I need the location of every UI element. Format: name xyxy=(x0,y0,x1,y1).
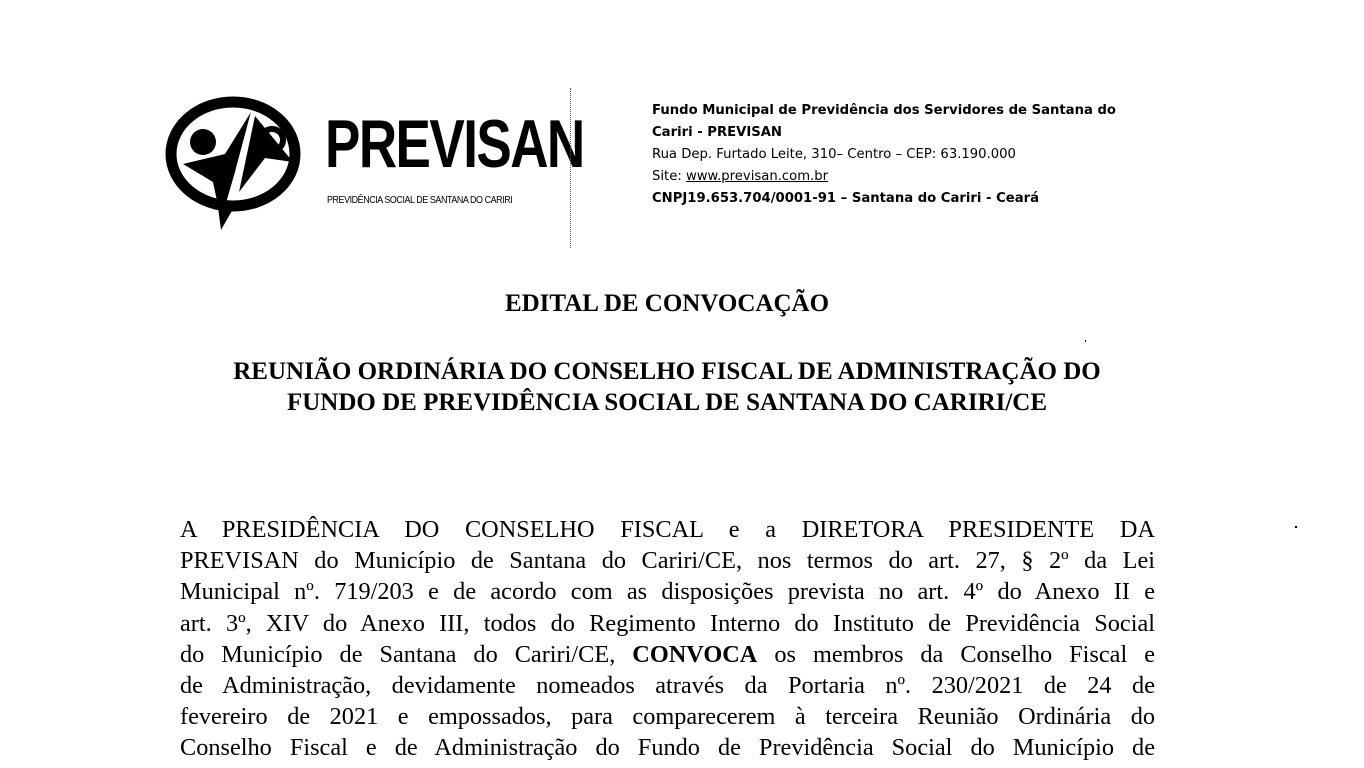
document-subtitle xyxy=(0,356,1334,418)
logo-wordmark: PREVISAN xyxy=(325,106,584,182)
paragraph-line: fevereiro de 2021 e empossados, para comparecerem à terceira Reunião Ordinária do xyxy=(180,703,1155,731)
header-divider xyxy=(570,88,571,248)
site-link[interactable]: www.previsan.com.br xyxy=(685,169,829,184)
subtitle-line-1: REUNIÃO ORDINÁRIA DO CONSELHO FISCAL DE ADMINISTRAÇÃO DO xyxy=(233,358,1101,385)
org-info xyxy=(652,100,1116,210)
paragraph-line: Conselho Fiscal e de Administração do Fundo de Previdência Social do Município de xyxy=(180,734,1155,762)
logo-tagline: PREVIDÊNCIA SOCIAL DE SANTANA DO CARIRI xyxy=(327,194,513,206)
site-label: Site: xyxy=(652,169,686,184)
previsan-emblem-icon xyxy=(165,92,305,232)
subtitle-line-2: FUNDO DE PREVIDÊNCIA SOCIAL DE SANTANA DO CARIRI/CE xyxy=(286,389,1048,416)
convoca-emphasis: CONVOCA xyxy=(632,640,758,668)
text-run: do Município de Santana do Cariri/CE, xyxy=(180,640,633,668)
text-run: os membros da Conselho Fiscal e xyxy=(757,640,1155,668)
org-cnpj: CNPJ19.653.704/0001-91 – Santana do Cariri - Ceará xyxy=(652,191,1039,206)
paragraph-line xyxy=(180,639,1155,670)
org-address: Rua Dep. Furtado Leite, 310– Centro – CEP: 63.190.000 xyxy=(652,147,1016,162)
paragraph-line: A PRESIDÊNCIA DO CONSELHO FISCAL e a DIRETORA PRESIDENTE DA xyxy=(180,516,1155,543)
org-site xyxy=(652,166,1116,188)
org-name-line1: Fundo Municipal de Previdência dos Servidores de Santana do xyxy=(652,103,1116,118)
scan-speck xyxy=(1295,526,1297,528)
document-title: EDITAL DE CONVOCAÇÃO xyxy=(504,290,830,317)
convocation-paragraph xyxy=(180,514,1155,764)
paragraph-line: PREVISAN do Município de Santana do Cariri/CE, nos termos do art. 27, § 2º da Lei xyxy=(180,547,1155,575)
paragraph-line: art. 3º, XIV do Anexo III, todos do Regimento Interno do Instituto de Previdência Social xyxy=(180,609,1155,637)
paragraph-line: Municipal nº. 719/203 e de acordo com as disposições prevista no art. 4º do Anexo II e xyxy=(180,578,1155,606)
previsan-logo xyxy=(165,92,584,232)
paragraph-line: de Administração, devidamente nomeados através da Portaria nº. 230/2021 de 24 de xyxy=(180,672,1155,700)
org-name-line2: Cariri - PREVISAN xyxy=(652,125,782,140)
scan-speck xyxy=(1085,340,1086,342)
